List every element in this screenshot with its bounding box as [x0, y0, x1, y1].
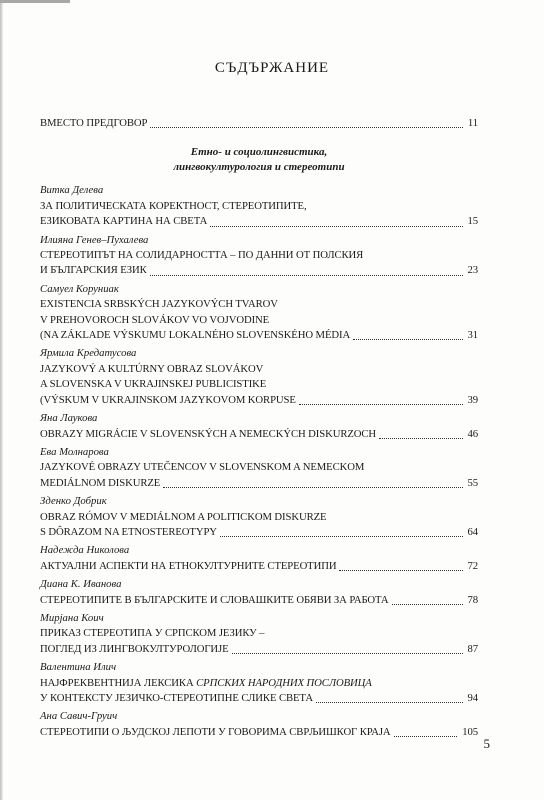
- toc-entry-author: Илияна Генев–Пухалева: [40, 233, 149, 246]
- toc-entry-last-line: [40, 559, 478, 574]
- section-heading-line: лингвокултурология и стереотипи: [173, 161, 345, 174]
- toc-entry-title-text: АКТУАЛНИ АСПЕКТИ НА ЕТНОКУЛТУРНИТЕ СТЕРЕОТИПИ: [40, 559, 337, 572]
- toc-page-number: 72: [467, 559, 478, 572]
- toc-entry-title-text: ЕЗИКОВАТА КАРТИНА НА СВЕТА: [40, 215, 208, 228]
- toc-page-number: 46: [467, 427, 478, 440]
- toc-entry: [40, 577, 478, 608]
- toc-page-number: 78: [467, 593, 478, 606]
- toc-entry-preface: [40, 116, 478, 131]
- page-title: СЪДЪРЖАНИЕ: [214, 60, 330, 76]
- toc-entry-last-line: [40, 642, 478, 657]
- toc-entry: [40, 660, 478, 706]
- toc-entry: [40, 233, 478, 279]
- toc-entry-author: Мирјана Коич: [40, 611, 104, 624]
- table-of-contents: [40, 116, 478, 740]
- toc-entry-title-line: A SLOVENSKA V UKRAJINSKEJ PUBLICISTIKE: [40, 378, 267, 391]
- toc-entry-last-line: [40, 263, 478, 278]
- toc-entry-author: Диана К. Иванова: [40, 578, 122, 591]
- toc-entry-last-line: [40, 214, 478, 229]
- toc-entry-title-line: EXISTENCIA SRBSKÝCH JAZYKOVÝCH TVAROV: [40, 298, 278, 311]
- section-heading: [40, 145, 478, 175]
- dot-leader: [220, 535, 463, 537]
- toc-entry-author: Надежда Николова: [40, 544, 130, 557]
- dot-leader: [394, 735, 458, 737]
- dot-leader: [299, 403, 463, 405]
- toc-entry-author: Самуел Коруниак: [40, 282, 119, 295]
- toc-page-number: 39: [467, 393, 478, 406]
- toc-entry-title-line: JAZYKOVÝ A KULTÚRNY OBRAZ SLOVÁKOV: [40, 362, 264, 375]
- toc-entry-title-text: (VÝSKUM V UKRAJINSKOM JAZYKOVOM KORPUSE: [40, 393, 296, 406]
- toc-entry-last-line: [40, 476, 478, 491]
- toc-entry-title-line: СТЕРЕОТИПЪТ НА СОЛИДАРНОСТТА – ПО ДАННИ ОТ ПОЛСКИЯ: [40, 249, 364, 262]
- toc-entry-title-text: (NA ZÁKLADE VÝSKUMU LOKALNÉHO SLOVENSKÉHO MÉDIA: [40, 329, 351, 342]
- dot-leader: [392, 603, 463, 605]
- toc-entry: [40, 543, 478, 574]
- dot-leader: [316, 701, 463, 703]
- toc-page-number: 105: [462, 725, 478, 738]
- toc-entry-author: Яна Лаукова: [40, 412, 98, 425]
- toc-page-number: 64: [467, 525, 478, 538]
- section-heading-line: Етно- и социолингвистика,: [190, 146, 328, 159]
- toc-entry-author: Ана Савич-Груич: [40, 710, 118, 723]
- toc-entry-last-line: [40, 427, 478, 442]
- toc-entry-author: Витка Делева: [40, 184, 104, 197]
- toc-entry-last-line: [40, 328, 478, 343]
- toc-entry-last-line: [40, 393, 478, 408]
- toc-entry-title-text: НАЈФРЕКВЕНТНИЈА ЛЕКСИКА: [40, 676, 197, 689]
- toc-page-number: 23: [467, 264, 478, 277]
- toc-entry: [40, 346, 478, 408]
- toc-page-number: 11: [467, 117, 478, 129]
- toc-entry-last-line: [40, 525, 478, 540]
- toc-entry: [40, 709, 478, 740]
- toc-entry-title-text: СТЕРЕОТИПИ О ЉУДСКОЈ ЛЕПОТИ У ГОВОРИМА СВРЉИШКОГ КРАЈА: [40, 725, 391, 738]
- dot-leader: [353, 338, 462, 340]
- toc-entry-title-italic: СРПСКИХ НАРОДНИХ ПОСЛОВИЦА: [196, 676, 372, 689]
- toc-entry-title-text: У КОНТЕКСТУ ЈЕЗИЧКО-СТЕРЕОТИПНЕ СЛИКЕ СВЕТА: [40, 692, 313, 704]
- page-edge-shadow: [0, 0, 3, 800]
- toc-entry: [40, 411, 478, 442]
- toc-entry: [40, 494, 478, 540]
- toc-entry-title-text: S DÔRAZOM NA ETNOSTEREOTYPY: [40, 525, 217, 538]
- dot-leader: [232, 652, 463, 654]
- toc-entry-last-line: [40, 593, 478, 608]
- toc-entries: [40, 183, 478, 740]
- toc-entry-author: Зденко Добрик: [40, 495, 107, 508]
- toc-entry: [40, 445, 478, 491]
- page-corner-mark: [0, 0, 70, 3]
- dot-leader: [339, 569, 462, 571]
- toc-entry-title-line: ЗА ПОЛИТИЧЕСКАТА КОРЕКТНОСТ, СТЕРЕОТИПИТЕ,: [40, 199, 307, 212]
- toc-page-number: 87: [467, 642, 478, 655]
- toc-entry-title-text: ПОГЛЕД ИЗ ЛИНГВОКУЛТУРОЛОГИЈЕ: [40, 642, 229, 655]
- dot-leader: [150, 126, 463, 128]
- toc-entry-title-text: И БЪЛГАРСКИЯ ЕЗИК: [40, 264, 147, 277]
- toc-entry-last-line: [40, 691, 478, 706]
- dot-leader: [150, 274, 463, 276]
- toc-entry-last-line: [40, 725, 478, 740]
- toc-entry: [40, 183, 478, 229]
- toc-entry: [40, 282, 478, 344]
- toc-page-number: 55: [467, 476, 478, 489]
- toc-entry-title-line: V PREHOVOROCH SLOVÁKOV VO VOJVODINE: [40, 313, 270, 326]
- toc-entry-author: Ева Молнарова: [40, 445, 109, 458]
- dot-leader: [163, 486, 462, 488]
- toc-entry-title-text: СТЕРЕОТИПИТЕ В БЪЛГАРСКИТЕ И СЛОВАШКИТЕ ОБЯВИ ЗА РАБОТА: [40, 593, 389, 606]
- toc-entry-title-line: JAZYKOVÉ OBRAZY UTEČENCOV V SLOVENSKOM A NEMECKOM: [40, 461, 365, 474]
- toc-entry-author: Ярмила Кредатусова: [40, 347, 137, 360]
- toc-entry-title: ВМЕСТО ПРЕДГОВОР: [40, 117, 148, 129]
- toc-entry-title-line: OBRAZ RÓMOV V MEDIÁLNOM A POLITICKOM DISKURZE: [40, 510, 327, 523]
- toc-entry-title-text: MEDIÁLNOM DISKURZE: [40, 476, 161, 489]
- toc-entry-title-line: ПРИКАЗ СТЕРЕОТИПА У СРПСКОМ ЈЕЗИКУ –: [40, 627, 265, 640]
- toc-page-number: 94: [467, 692, 478, 704]
- dot-leader: [379, 437, 462, 439]
- page-number: 5: [483, 736, 490, 751]
- dot-leader: [210, 225, 462, 227]
- toc-entry-author: Валентина Илич: [40, 661, 117, 674]
- toc-entry-title-line: [40, 676, 478, 691]
- toc-entry-title-text: OBRAZY MIGRÁCIE V SLOVENSKÝCH A NEMECKÝCH DISKURZOCH: [40, 427, 377, 440]
- toc-entry: [40, 611, 478, 657]
- toc-page-number: 31: [467, 329, 478, 342]
- toc-page-number: 15: [467, 215, 478, 228]
